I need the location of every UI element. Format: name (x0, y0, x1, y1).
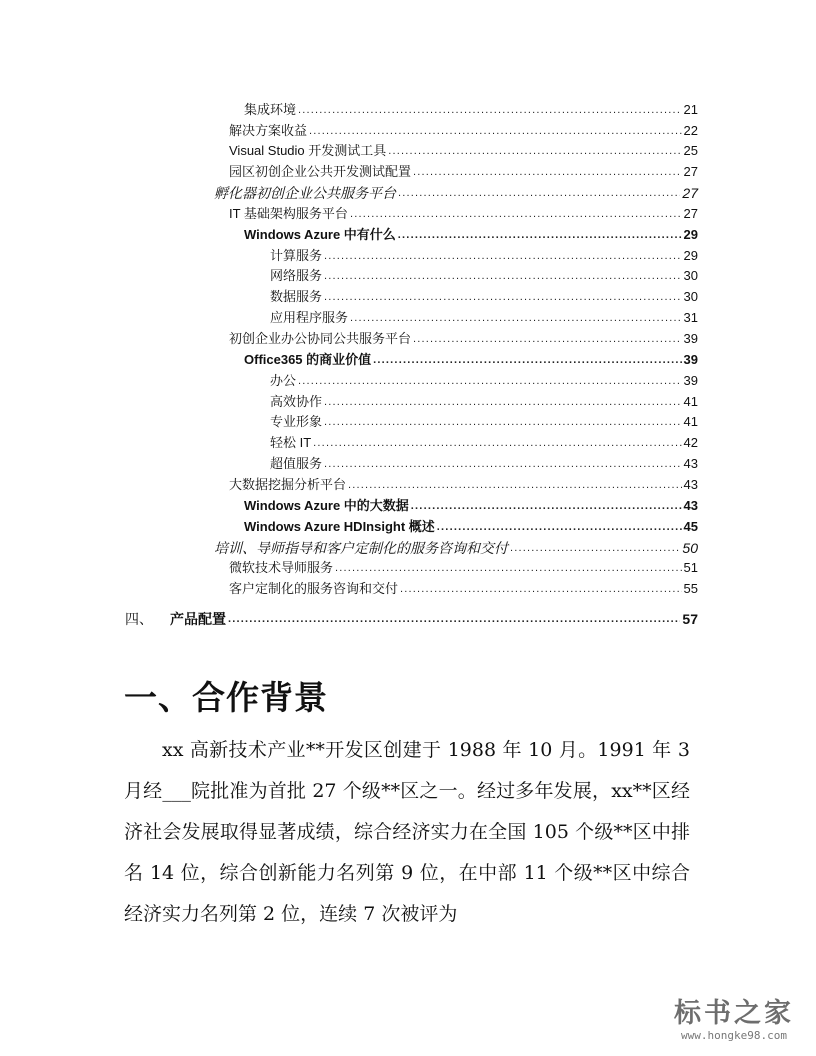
toc-entry[interactable]: 办公 ..... 39 (270, 369, 698, 389)
leader-dots (350, 206, 682, 222)
toc-entry[interactable]: 初创企业办公协同公共服务平台 ..... 39 (229, 327, 698, 347)
toc-entry[interactable]: 网络服务 ..... 30 (270, 264, 698, 284)
toc-entry[interactable]: 集成环境 ..... 21 (244, 98, 698, 118)
leader-dots (350, 310, 682, 326)
toc-entry[interactable]: 大数据挖掘分析平台 ..... 43 (229, 473, 698, 493)
watermark (674, 998, 794, 1042)
section-heading: 一、合作背景 (124, 678, 328, 717)
leader-dots (437, 519, 682, 535)
leader-dots (510, 540, 680, 556)
toc-entry[interactable]: Visual Studio 开发测试工具 ..... 25 (229, 139, 698, 159)
leader-dots (313, 435, 681, 451)
body-text (124, 730, 690, 935)
leader-dots (373, 352, 681, 368)
toc-chapter-entry[interactable]: 四、 产品配置 ..... 57 (125, 607, 698, 627)
leader-dots (324, 289, 682, 305)
leader-dots (324, 268, 682, 284)
toc-entry[interactable]: 园区初创企业公共开发测试配置 ..... 27 (229, 160, 698, 180)
toc-entry[interactable]: 应用程序服务 ..... 31 (270, 306, 698, 326)
leader-dots (413, 331, 682, 347)
toc-entry[interactable]: 计算服务 ..... 29 (270, 244, 698, 264)
watermark-url: www.hongke98.com (681, 1029, 787, 1042)
leader-dots (298, 373, 682, 389)
leader-dots (324, 456, 682, 472)
leader-dots (324, 248, 682, 264)
paragraph: xx 高新技术产业**开发区创建于 1988 年 10 月。1991 年 3 月经___院批准为首批 27 个级**区之一。经过多年发展，xx**区经济社会发展取得显著成绩，综合经济实力在全国 105 个级**区中排名 14 位，综合创新能力名列第 9 位，在中部 11 个级**区中综合经济实力名列第 2 位，连续 7 次被评为 (124, 739, 690, 925)
toc-entry[interactable]: Windows Azure 中的大数据 ..... 43 (244, 494, 698, 514)
toc-entry[interactable]: 数据服务 ..... 30 (270, 285, 698, 305)
toc-entry[interactable]: Windows Azure 中有什么 ..... 29 (244, 223, 698, 243)
toc-entry[interactable]: 培训、导师指导和客户定制化的服务咨询和交付 ..... 50 (214, 536, 698, 556)
toc-entry[interactable]: 客户定制化的服务咨询和交付 ..... 55 (229, 577, 698, 597)
leader-dots (335, 560, 682, 576)
toc-entry[interactable]: 专业形象 ..... 41 (270, 410, 698, 430)
toc-entry[interactable]: 轻松 IT ..... 42 (270, 431, 698, 451)
leader-dots (413, 164, 682, 180)
toc-entry[interactable]: 孵化器初创企业公共服务平台 ..... 27 (214, 181, 698, 201)
leader-dots (324, 394, 682, 410)
leader-dots (298, 102, 682, 118)
toc-entry[interactable]: 微软技术导师服务 ..... 51 (229, 556, 698, 576)
toc-entry[interactable]: Windows Azure HDInsight 概述 ..... 45 (244, 515, 698, 535)
leader-dots (324, 414, 682, 430)
leader-dots (398, 185, 680, 201)
leader-dots (348, 477, 682, 493)
toc-entry[interactable]: 解决方案收益 ..... 22 (229, 119, 698, 139)
toc-entry[interactable]: 超值服务 ..... 43 (270, 452, 698, 472)
toc-entry[interactable]: 高效协作 ..... 41 (270, 390, 698, 410)
leader-dots (398, 227, 682, 243)
toc-entry[interactable]: Office365 的商业价值 ..... 39 (244, 348, 698, 368)
leader-dots (400, 581, 682, 597)
leader-dots (309, 123, 682, 139)
leader-dots (388, 143, 681, 159)
watermark-title: 标书之家 (674, 998, 794, 1029)
chapter-number: 四、 (125, 611, 153, 627)
toc-entry[interactable]: IT 基础架构服务平台 ..... 27 (229, 202, 698, 222)
leader-dots (228, 611, 680, 627)
leader-dots (411, 498, 682, 514)
